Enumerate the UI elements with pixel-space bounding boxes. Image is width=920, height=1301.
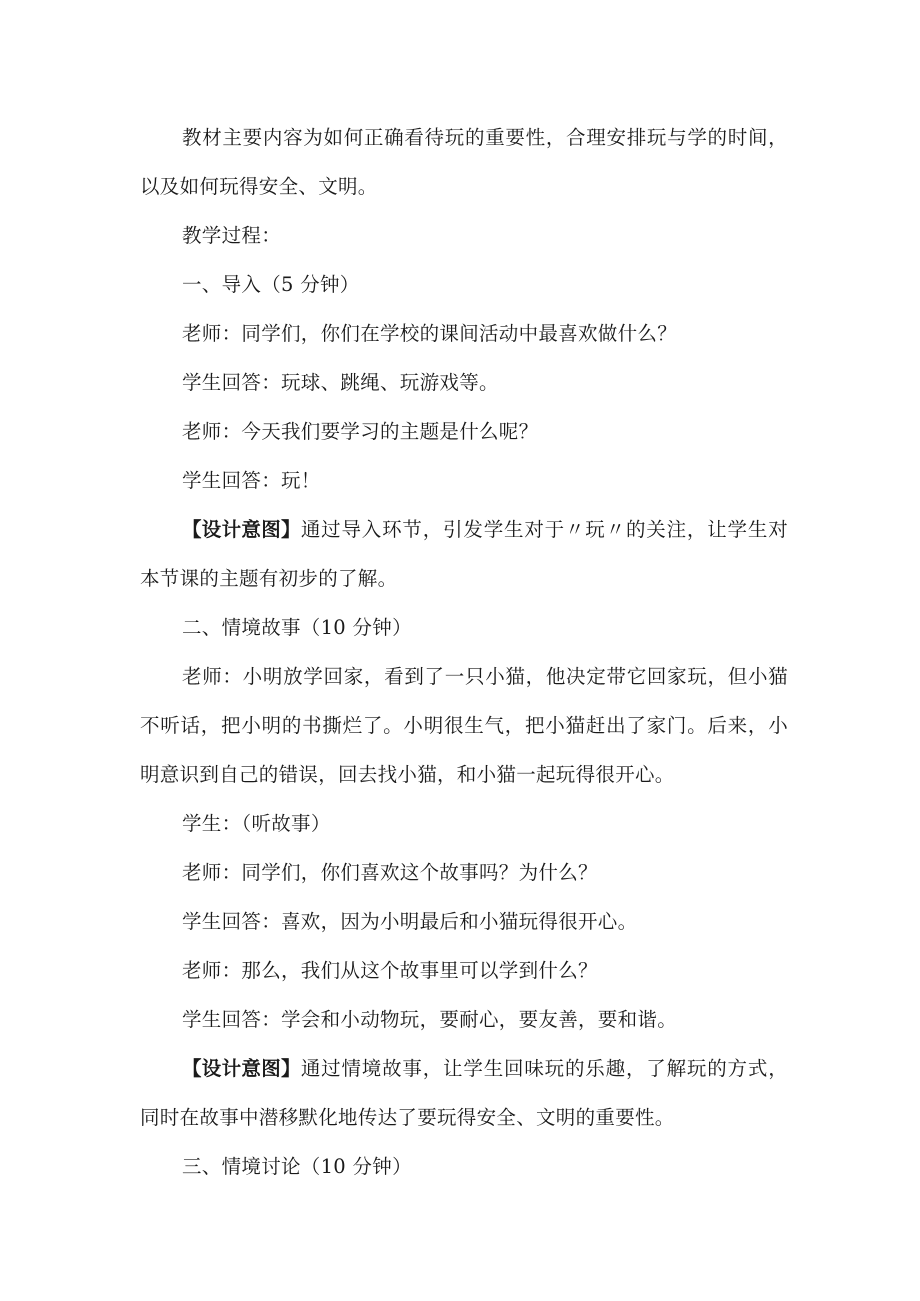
paragraph-line: 通过导入环节，引发学生对于〃玩〃的关注，让学生对 bbox=[300, 518, 788, 541]
dialogue-line: 老师：同学们，你们喜欢这个故事吗？为什么？ bbox=[182, 861, 598, 884]
dialogue-line: 学生回答：学会和小动物玩，要耐心，要友善，要和谐。 bbox=[182, 1008, 678, 1031]
dialogue-line: 老师：今天我们要学习的主题是什么呢？ bbox=[182, 420, 539, 443]
section-heading: 一、导入（5 分钟） bbox=[182, 273, 360, 296]
dialogue-line: 老师：同学们，你们在学校的课间活动中最喜欢做什么？ bbox=[182, 322, 678, 345]
design-intent-label: 【设计意图】 bbox=[182, 1057, 301, 1080]
design-intent-label: 【设计意图】 bbox=[182, 518, 301, 541]
paragraph-line: 以及如何玩得安全、文明。 bbox=[140, 175, 378, 198]
paragraph-line: 同时在故事中潜移默化地传达了要玩得安全、文明的重要性。 bbox=[140, 1106, 675, 1129]
paragraph-line: 本节课的主题有初步的了解。 bbox=[140, 567, 398, 590]
dialogue-line: 学生回答：喜欢，因为小明最后和小猫玩得很开心。 bbox=[182, 910, 638, 933]
paragraph-line: 不听话，把小明的书撕烂了。小明很生气，把小猫赶出了家门。后来，小 bbox=[140, 714, 788, 737]
section-label: 教学过程： bbox=[182, 224, 282, 247]
paragraph-line: 通过情境故事，让学生回味玩的乐趣，了解玩的方式， bbox=[300, 1057, 788, 1080]
design-intent-line bbox=[182, 1057, 788, 1081]
paragraph-line: 教材主要内容为如何正确看待玩的重要性，合理安排玩与学的时间， bbox=[182, 126, 788, 149]
paragraph-line: 明意识到自己的错误，回去找小猫，和小猫一起玩得很开心。 bbox=[140, 763, 675, 786]
section-heading: 二、情境故事（10 分钟） bbox=[182, 616, 412, 639]
dialogue-line: 老师：那么，我们从这个故事里可以学到什么？ bbox=[182, 959, 598, 982]
dialogue-line: 学生：（听故事） bbox=[182, 812, 331, 835]
paragraph-line: 老师：小明放学回家，看到了一只小猫，他决定带它回家玩，但小猫 bbox=[182, 665, 788, 688]
dialogue-line: 学生回答：玩球、跳绳、玩游戏等。 bbox=[182, 371, 499, 394]
dialogue-line: 学生回答：玩！ bbox=[182, 469, 321, 492]
design-intent-line bbox=[182, 518, 788, 542]
section-heading: 三、情境讨论（10 分钟） bbox=[182, 1155, 412, 1178]
